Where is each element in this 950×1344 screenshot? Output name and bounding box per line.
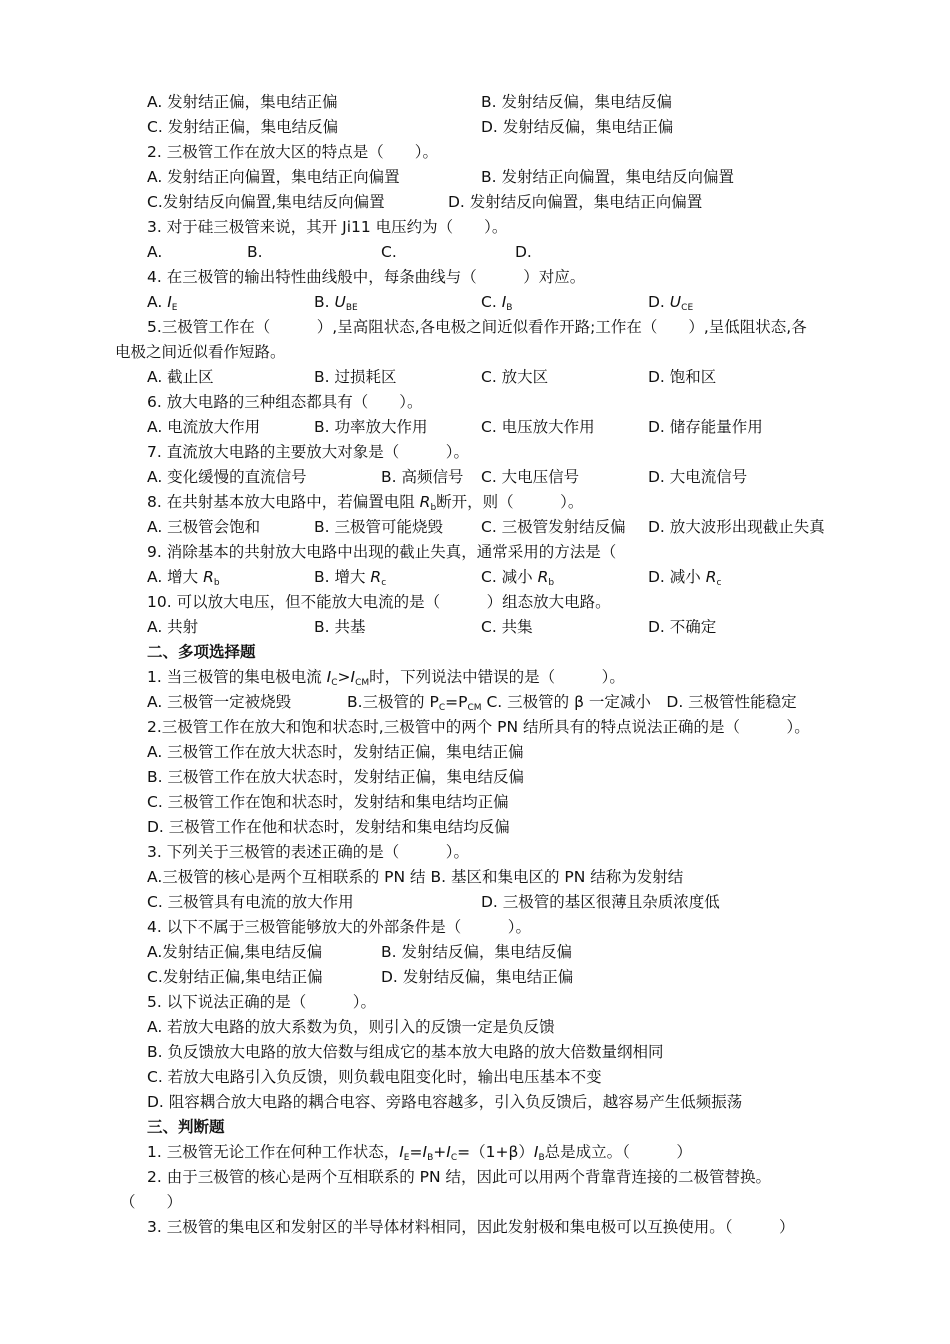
text-line	[314, 292, 358, 318]
variable-symbol: I	[501, 293, 507, 311]
variable-symbol: R	[705, 568, 717, 586]
text-run: D. 三极管的基区很薄且杂质浓度低	[481, 893, 720, 911]
text-line	[147, 992, 376, 1012]
text-run: D. 发射结反偏，集电结正偏	[381, 968, 574, 986]
text-run: A.发射结正偏,集电结反偏	[147, 943, 323, 961]
text-run: B. 三极管可能烧毁	[314, 518, 443, 536]
text-run: D. 发射结反向偏置，集电结正向偏置	[448, 193, 703, 211]
text-line	[147, 392, 422, 412]
text-run: 断开，则（ ）。	[436, 493, 584, 511]
variable-symbol: U	[334, 293, 346, 311]
text-run: A. 截止区	[147, 368, 214, 386]
variable-symbol: R	[203, 568, 214, 586]
text-run: D. 减小	[648, 568, 706, 586]
text-run: D. 放大波形出现截止失真	[648, 518, 825, 536]
text-run: B. 过损耗区	[314, 368, 397, 386]
text-line	[147, 542, 616, 562]
text-line	[147, 242, 162, 262]
text-run: 10. 可以放大电压，但不能放大电流的是（ ）组态放大电路。	[147, 593, 611, 611]
text-run: =（1+β）	[457, 1143, 534, 1161]
text-run: C. 若放大电路引入负反馈，则负载电阻变化时，输出电压基本不变	[147, 1068, 602, 1086]
text-run: D.	[515, 243, 532, 261]
section-heading	[147, 1117, 225, 1137]
text-run: 3. 下列关于三极管的表述正确的是（ ）。	[147, 843, 469, 861]
subscript: B	[427, 1153, 434, 1163]
text-run: 2. 三极管工作在放大区的特点是（ ）。	[147, 143, 438, 161]
text-line	[314, 367, 397, 387]
text-run: C. 三极管发射结反偏	[481, 518, 626, 536]
text-run: 三、判断题	[147, 1118, 225, 1136]
text-line	[147, 1067, 602, 1087]
text-run: B. 三极管工作在放大状态时，发射结正偏，集电结反偏	[147, 768, 524, 786]
text-run: A. 三极管会饱和	[147, 518, 261, 536]
text-line	[648, 417, 763, 437]
subscript: C	[438, 703, 446, 713]
text-run: C. 减小	[481, 568, 538, 586]
text-run: 二、多项选择题	[147, 643, 256, 661]
text-line	[120, 1192, 182, 1212]
subscript: B	[538, 1153, 545, 1163]
text-run: A.	[147, 293, 168, 311]
text-line	[147, 617, 198, 637]
text-line	[115, 342, 286, 362]
text-line	[147, 292, 177, 318]
text-run: D. 大电流信号	[648, 468, 748, 486]
subscript: c	[716, 578, 722, 588]
text-run: D. 阻容耦合放大电路的耦合电容、旁路电容越多，引入负反馈后，越容易产生低频振荡	[147, 1093, 743, 1111]
variable-symbol: I	[533, 1143, 539, 1161]
text-line	[147, 942, 322, 962]
text-run: B. 高频信号	[381, 468, 464, 486]
variable-symbol: R	[370, 568, 382, 586]
variable-symbol: I	[167, 293, 172, 311]
text-line	[147, 517, 260, 537]
text-run: C. 三极管具有电流的放大作用	[147, 893, 354, 911]
text-run: 2. 由于三极管的核心是两个互相联系的 PN 结，因此可以用两个背靠背连接的二极管替换。	[147, 1168, 772, 1186]
text-line	[147, 917, 531, 937]
text-run: C. 发射结正偏，集电结反偏	[147, 118, 339, 136]
subscript: c	[381, 578, 387, 588]
text-line	[347, 692, 797, 718]
text-run: 3. 三极管的集电区和发射区的半导体材料相同，因此发射极和集电极可以互换使用。（ ）	[147, 1218, 795, 1236]
text-line	[648, 367, 716, 387]
text-line	[481, 292, 512, 318]
variable-symbol: I	[446, 1143, 451, 1161]
text-line	[147, 817, 510, 837]
text-line	[481, 117, 673, 137]
text-run: B. 发射结反偏，集电结反偏	[481, 93, 672, 111]
text-run: B. 发射结正向偏置，集电结反向偏置	[481, 168, 734, 186]
text-run: A. 三极管一定被烧毁	[147, 693, 292, 711]
text-line	[247, 242, 263, 262]
text-line	[147, 467, 307, 487]
text-line	[648, 292, 693, 318]
text-line	[381, 467, 464, 487]
text-run: 4. 在三极管的输出特性曲线般中，每条曲线与（ ）对应。	[147, 268, 586, 286]
text-line	[314, 567, 386, 593]
variable-symbol: R	[419, 493, 431, 511]
text-run: A.三极管的核心是两个互相联系的 PN 结 B. 基区和集电区的 PN 结称为发射结	[147, 868, 684, 886]
text-run: B.	[314, 293, 335, 311]
text-line	[381, 967, 573, 987]
text-line	[481, 517, 626, 537]
text-run: 8. 在共射基本放大电路中，若偏置电阻	[147, 493, 420, 511]
text-run: B.	[247, 243, 263, 261]
text-run: C. 三极管的 β 一定减小 D. 三极管性能稳定	[481, 693, 797, 711]
text-line	[515, 242, 532, 262]
text-line	[147, 1167, 771, 1187]
text-line	[648, 567, 721, 593]
text-line	[481, 367, 548, 387]
text-run: 7. 直流放大电路的主要放大对象是（ ）。	[147, 443, 469, 461]
text-run: B.三极管的 P	[347, 693, 439, 711]
text-run: B. 功率放大作用	[314, 418, 428, 436]
text-line	[314, 617, 366, 637]
text-run: A. 电流放大作用	[147, 418, 261, 436]
text-run: A. 增大	[147, 568, 204, 586]
text-line	[147, 717, 810, 737]
text-line	[481, 617, 533, 637]
text-run: =P	[445, 693, 468, 711]
text-line	[147, 1092, 742, 1112]
text-run: 3. 对于硅三极管来说，其开 Ji11 电压约为（ ）。	[147, 218, 508, 236]
text-run: 5.三极管工作在（ ）,呈高阻状态,各电极之间近似看作开路;工作在（ ）,呈低阻状态,各	[147, 318, 807, 336]
text-line	[147, 417, 260, 437]
text-run: D. 储存能量作用	[648, 418, 763, 436]
text-line	[147, 742, 524, 762]
text-line	[147, 592, 611, 612]
subscript: E	[403, 1153, 410, 1163]
text-run: 6. 放大电路的三种组态都具有（ ）。	[147, 393, 423, 411]
subscript: b	[213, 578, 220, 588]
text-run: D. 不确定	[648, 618, 717, 636]
text-run: >	[337, 668, 351, 686]
text-run: 4. 以下不属于三极管能够放大的外部条件是（ ）。	[147, 918, 531, 936]
text-run: C. 三极管工作在饱和状态时，发射结和集电结均正偏	[147, 793, 509, 811]
text-line	[481, 467, 579, 487]
text-line	[147, 1042, 664, 1062]
text-run: 1. 三极管无论工作在何种工作状态，	[147, 1143, 400, 1161]
text-line	[314, 517, 443, 537]
subscript: C	[331, 678, 338, 688]
subscript: b	[430, 503, 437, 513]
text-run: A. 共射	[147, 618, 199, 636]
subscript: CM	[467, 703, 482, 713]
text-run: A.	[147, 243, 163, 261]
text-line	[147, 567, 220, 593]
text-run: D. 三极管工作在他和状态时，发射结和集电结均反偏	[147, 818, 510, 836]
text-line	[147, 1217, 794, 1237]
text-run: （ ）	[120, 1193, 183, 1211]
text-run: A. 若放大电路的放大系数为负，则引入的反馈一定是负反馈	[147, 1018, 555, 1036]
subscript: E	[171, 303, 178, 313]
text-line	[147, 792, 509, 812]
text-run: +	[433, 1143, 447, 1161]
text-run: 5. 以下说法正确的是（ ）。	[147, 993, 376, 1011]
text-run: A. 三极管工作在放大状态时，发射结正偏，集电结正偏	[147, 743, 524, 761]
section-heading	[147, 642, 256, 662]
text-line	[481, 167, 734, 187]
text-line	[381, 942, 572, 962]
text-run: B. 负反馈放大电路的放大倍数与组成它的基本放大电路的放大倍数量纲相同	[147, 1043, 664, 1061]
subscript: B	[506, 303, 513, 313]
text-line	[648, 467, 747, 487]
text-line	[314, 417, 428, 437]
text-run: A. 变化缓慢的直流信号	[147, 468, 307, 486]
text-run: C.发射结反向偏置,集电结反向偏置	[147, 193, 385, 211]
variable-symbol: R	[537, 568, 549, 586]
text-line	[481, 567, 554, 593]
text-line	[481, 92, 672, 112]
text-line	[648, 517, 825, 537]
text-line	[147, 217, 507, 237]
text-line	[147, 1142, 692, 1168]
text-line	[147, 1017, 555, 1037]
text-run: D. 发射结反偏，集电结正偏	[481, 118, 674, 136]
text-run: 1. 当三极管的集电极电流	[147, 668, 327, 686]
text-line	[381, 242, 397, 262]
variable-symbol: I	[399, 1143, 404, 1161]
text-line	[448, 192, 702, 212]
text-run: B. 共基	[314, 618, 366, 636]
text-run: 时，下列说法中错误的是（ ）。	[369, 668, 625, 686]
subscript: b	[548, 578, 555, 588]
variable-symbol: I	[326, 668, 332, 686]
text-run: 电极之间近似看作短路。	[115, 343, 286, 361]
text-line	[147, 842, 469, 862]
text-line	[147, 442, 469, 462]
text-run: D.	[648, 293, 670, 311]
variable-symbol: I	[422, 1143, 428, 1161]
text-line	[147, 767, 524, 787]
text-run: C. 电压放大作用	[481, 418, 595, 436]
variable-symbol: U	[669, 293, 682, 311]
text-run: 2.三极管工作在放大和饱和状态时,三极管中的两个 PN 结所具有的特点说法正确的是（ ）。	[147, 718, 810, 736]
variable-symbol: I	[350, 668, 356, 686]
text-run: C.	[481, 293, 502, 311]
text-run: 9. 消除基本的共射放大电路中出现的截止失真，通常采用的方法是（	[147, 543, 617, 561]
text-line	[147, 692, 291, 712]
text-run: C. 共集	[481, 618, 533, 636]
text-line	[147, 267, 585, 287]
text-line	[147, 892, 354, 912]
subscript: CM	[355, 678, 370, 688]
text-run: C. 放大区	[481, 368, 549, 386]
text-line	[147, 192, 385, 212]
subscript: C	[450, 1153, 458, 1163]
text-line	[147, 142, 438, 162]
text-line	[147, 167, 400, 187]
text-line	[481, 892, 720, 912]
text-line	[147, 367, 214, 387]
text-run: C. 大电压信号	[481, 468, 580, 486]
text-line	[147, 667, 625, 693]
text-line	[147, 492, 583, 518]
subscript: BE	[345, 303, 358, 313]
text-line	[147, 967, 323, 987]
text-line	[147, 117, 338, 137]
text-line	[481, 417, 595, 437]
text-line	[147, 867, 683, 887]
text-run: 总是成立。（ ）	[544, 1143, 692, 1161]
text-run: A. 发射结正偏，集电结正偏	[147, 93, 338, 111]
text-line	[648, 617, 716, 637]
text-run: B. 发射结反偏，集电结反偏	[381, 943, 572, 961]
text-run: A. 发射结正向偏置，集电结正向偏置	[147, 168, 400, 186]
text-line	[147, 92, 338, 112]
subscript: CE	[681, 303, 694, 313]
text-run: B. 增大	[314, 568, 371, 586]
text-line	[147, 317, 807, 337]
text-run: =	[409, 1143, 423, 1161]
text-run: C.	[381, 243, 397, 261]
text-run: C.发射结正偏,集电结正偏	[147, 968, 323, 986]
text-run: D. 饱和区	[648, 368, 717, 386]
